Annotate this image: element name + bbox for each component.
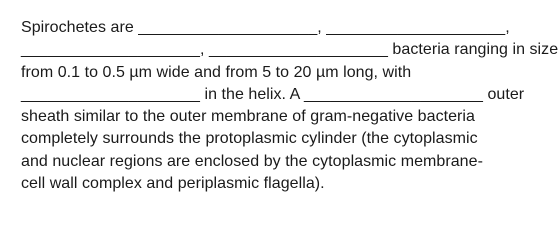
- passage-line-4: ____________________ in the helix. A ____________________ outer: [21, 85, 525, 103]
- passage-line-1: Spirochetes are ____________________, ____________________,: [21, 19, 510, 36]
- passage-line-8: cell wall complex and periplasmic flagella).: [21, 175, 325, 193]
- fill-in-the-blank-passage: [21, 17, 558, 195]
- passage-line-6: completely surrounds the protoplasmic cylinder (the cytoplasmic: [21, 130, 478, 148]
- passage-line-2: ____________________, ____________________ bacteria ranging in size: [21, 41, 558, 59]
- passage-line-3: from 0.1 to 0.5 µm wide and from 5 to 20 µm long, with: [21, 63, 412, 81]
- passage-line-5: sheath similar to the outer membrane of gram-negative bacteria: [21, 108, 475, 126]
- passage-line-7: and nuclear regions are enclosed by the cytoplasmic membrane-: [21, 152, 483, 170]
